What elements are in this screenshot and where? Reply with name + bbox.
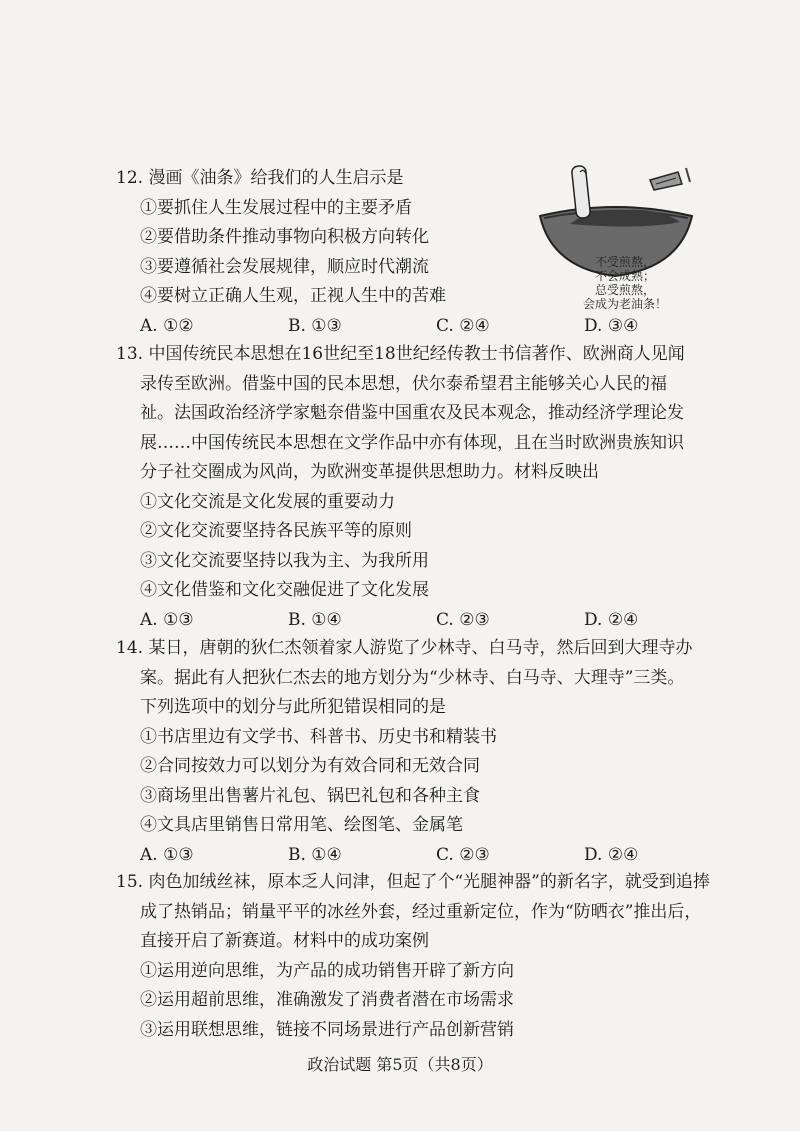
statement-2: ②运用超前思维，准确激发了消费者潜在市场需求 <box>140 990 514 1010</box>
option-c: C. ②③ <box>436 609 490 630</box>
answer-options <box>116 606 732 636</box>
question-stem: 直接开启了新赛道。材料中的成功案例 <box>140 931 429 951</box>
question-stem: 展……中国传统民本思想在文学作品中亦有体现，且在当时欧洲贵族知识 <box>140 432 684 453</box>
option-a: A. ①② <box>140 315 194 336</box>
statement-2: ②要借助条件推动事物向积极方向转化 <box>140 227 429 247</box>
option-c: C. ②③ <box>436 844 490 865</box>
option-a: A. ①③ <box>140 844 194 865</box>
option-a: A. ①③ <box>140 609 194 630</box>
statement-3: ③要遵循社会发展规律，顺应时代潮流 <box>140 256 429 277</box>
statement-1: ①运用逆向思维，为产品的成功销售开辟了新方向 <box>140 960 514 981</box>
cartoon-caption: 不受煎熬， 不会成熟； 总受煎熬， 会成为老油条！ <box>582 255 667 311</box>
question-stem: 祉。法国政治经济学家魁奈借鉴中国重农及民本观念，推动经济学理论发 <box>140 403 684 423</box>
statement-4: ④文化借鉴和文化交融促进了文化发展 <box>140 580 429 600</box>
question-stem: 14. 某日，唐朝的狄仁杰领着家人游览了少林寺、白马寺，然后回到大理寺办 <box>116 638 693 658</box>
statement-3: ③运用联想思维，链接不同场景进行产品创新营销 <box>140 1019 514 1040</box>
statement-3: ③文化交流要坚持以我为主、为我所用 <box>140 550 429 571</box>
option-d: D. ③④ <box>584 315 639 336</box>
statement-2: ②合同按效力可以划分为有效合同和无效合同 <box>140 756 480 776</box>
statement-1: ①文化交流是文化发展的重要动力 <box>140 491 395 512</box>
option-c: C. ②④ <box>436 315 490 336</box>
question-stem: 分子社交圈成为风尚，为欧洲变革提供思想助力。材料反映出 <box>140 462 599 482</box>
option-d: D. ②④ <box>584 844 639 865</box>
question-15 <box>116 868 710 1045</box>
statement-2: ②文化交流要坚持各民族平等的原则 <box>140 521 412 541</box>
option-d: D. ②④ <box>584 609 639 630</box>
question-stem: 录传至欧洲。借鉴中国的民本思想，伏尔泰希望君主能够关心人民的福 <box>140 373 667 394</box>
page-footer: 政治试题 第5页（共8页） <box>307 1055 493 1074</box>
option-b: B. ①④ <box>288 609 342 630</box>
question-stem: 12. 漫画《油条》给我们的人生启示是 <box>116 168 404 188</box>
option-b: B. ①③ <box>288 315 342 336</box>
statement-1: ①书店里边有文学书、科普书、历史书和精装书 <box>140 726 497 747</box>
question-stem: 下列选项中的划分与此所犯错误相同的是 <box>140 697 446 717</box>
question-stem: 成了热销品；销量平平的冰丝外套，经过重新定位，作为“防晒衣”推出后， <box>140 901 702 922</box>
answer-options <box>116 841 732 871</box>
statement-1: ①要抓住人生发展过程中的主要矛盾 <box>140 197 412 218</box>
question-13 <box>116 340 732 635</box>
question-stem: 13. 中国传统民本思想在16世纪至18世纪经传教士书信著作、欧洲商人见闻 <box>116 344 685 364</box>
option-b: B. ①④ <box>288 844 342 865</box>
question-14 <box>116 634 732 870</box>
statement-4: ④要树立正确人生观，正视人生中的苦难 <box>140 286 446 306</box>
statement-3: ③商场里出售薯片礼包、锅巴礼包和各种主食 <box>140 785 480 806</box>
question-stem: 15. 肉色加绒丝袜，原本乏人问津，但起了个“光腿神器”的新名字，就受到追捧 <box>116 872 710 892</box>
statement-4: ④文具店里销售日常用笔、绘图笔、金属笔 <box>140 815 463 835</box>
question-stem: 案。据此有人把狄仁杰去的地方划分为“少林寺、白马寺、大理寺”三类。 <box>140 667 685 688</box>
